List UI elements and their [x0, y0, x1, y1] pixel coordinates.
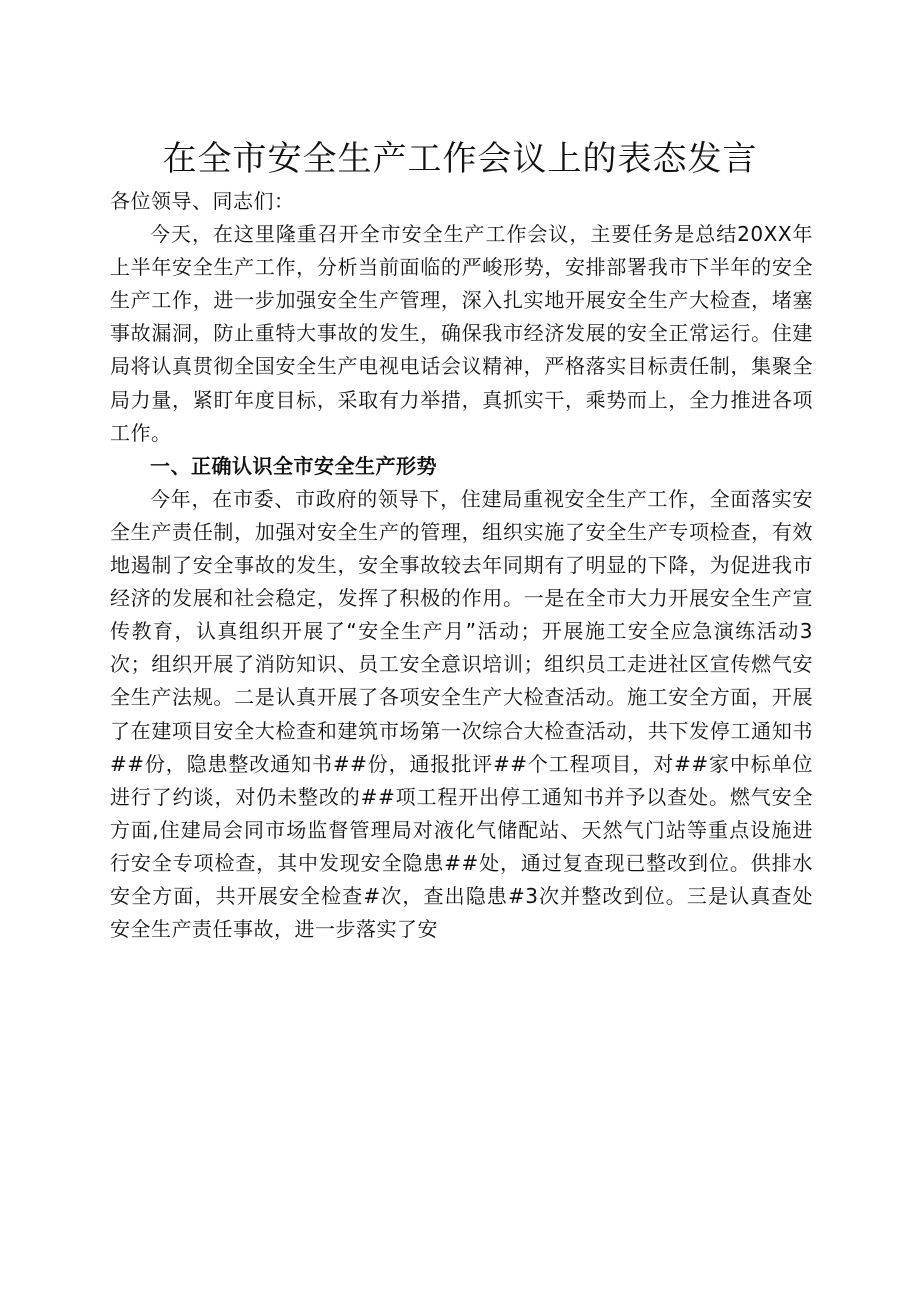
section-heading: 一、正确认识全市安全生产形势: [150, 453, 437, 478]
document-title: 在全市安全生产工作会议上的表态发言: [162, 138, 758, 179]
section-paragraph: 今年，在市委、市政府的领导下，住建局重视安全生产工作，全面落实安全生产责任制，加强对安全生产的管理，组织实施了安全生产专项检查，有效地遏制了安全事故的发生，安全事故较去年同期有了明显的下降，为促进我市经济的发展和社会稳定，发挥了积极的作用。一是在全市大力开展安全生产宣传教育，认真组织开展了“安全生产月”活动；开展施工安全应急演练活动3次；组织开展了消防知识、员工安全意识培训；组织员工走进社区宣传燃气安全生产法规。二是认真开展了各项安全生产大检查活动。施工安全方面，开展了在建项目安全大检查和建筑市场第一次综合大检查活动，共下发停工通知书##份，隐患整改通知书##份，通报批评##个工程项目，对##家中标单位进行了约谈，对仍未整改的##项工程开出停工通知书并予以查处。燃气安全方面,住建局会同市场监督管理局对液化气储配站、天然气门站等重点设施进行安全专项检查，其中发现安全隐患##处，通过复查现已整改到位。供排水安全方面，共开展安全检查#次，查出隐患#3次并整改到位。三是认真查处安全生产责任事故，进一步落实了安: [110, 486, 813, 942]
salutation: 各位领导、同志们：: [110, 189, 295, 213]
intro-paragraph: 今天，在这里隆重召开全市安全生产工作会议，主要任务是总结20XX年上半年安全生产工作，分析当前面临的严峻形势，安排部署我市下半年的安全生产工作，进一步加强安全生产管理，深入扎实地开展安全生产大检查，堵塞事故漏洞，防止重特大事故的发生，确保我市经济发展的安全正常运行。住建局将认真贯彻全国安全生产电视电话会议精神，严格落实目标责任制，集聚全局力量，紧盯年度目标，采取有力举措，真抓实干，乘势而上，全力推进各项工作。: [110, 222, 813, 445]
document-body: [110, 185, 813, 946]
